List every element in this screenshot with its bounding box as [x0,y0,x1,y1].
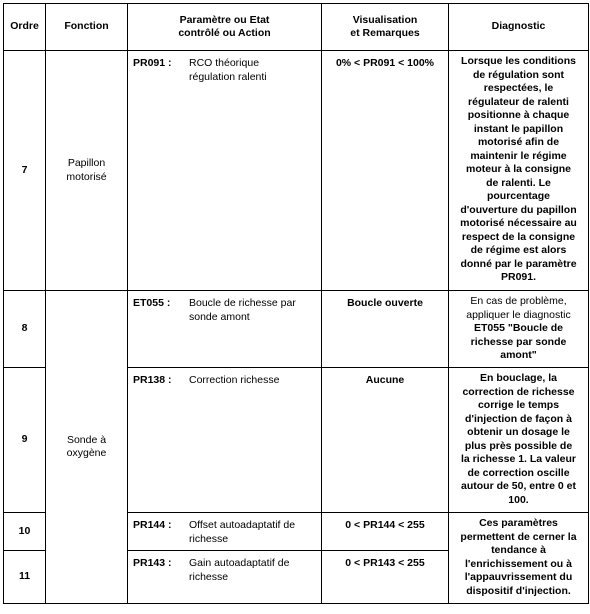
ordre-cell: 11 [4,551,46,604]
diagnostic-line: l'appauvrissement du [464,571,573,583]
header-parametre [128,4,322,51]
parametre-cell [128,51,322,291]
table-row [4,291,589,368]
visualisation-cell: Aucune [322,368,449,513]
parametre-libelle [189,297,313,324]
diagnostic-cell [449,368,589,513]
header-ordre: Ordre [4,4,46,51]
parametre-libelle [189,57,313,84]
diagnostic-line: respectées, le [483,82,554,94]
table-row [4,51,589,291]
libelle-line: Correction richesse [189,374,280,386]
diagnostic-line: Ces paramètres [479,517,558,529]
diagnostic-line: tendance à [491,544,546,556]
libelle-line: sonde amont [189,310,250,323]
header-visualisation-line1: Visualisation [352,13,418,26]
diagnostic-line: motorisé afin de [477,136,560,148]
diagnostic-line: obtenir un dosage le [467,426,570,438]
header-diagnostic: Diagnostic [449,4,589,51]
header-visualisation-line2: et Remarques [350,27,420,39]
diagnostic-line: d'ouverture du papillon [460,203,577,216]
parametre-libelle [189,374,313,388]
visualisation-cell: 0% < PR091 < 100% [322,51,449,291]
libelle-line: Offset autoadaptatif de [189,519,296,531]
ordre-cell: 8 [4,291,46,368]
diagnostic-line: instant le papillon [473,122,564,135]
diagnostic-line: En cas de problème, [470,295,567,307]
diagnostic-cell [449,51,589,291]
parametre-code: ET055 : [133,297,171,309]
ordre-cell: 9 [4,368,46,513]
diagnostic-line: Lorsque les conditions [461,55,576,67]
ordre-cell: 7 [4,51,46,291]
header-parametre-line2: contrôlé ou Action [178,27,271,39]
header-row [4,4,589,51]
diagnostic-line: permettent de cerner la [460,530,577,543]
libelle-line: Gain autoadaptatif de [189,557,290,569]
diagnostic-table [3,3,589,604]
diagnostic-line: appliquer le diagnostic [466,308,571,321]
parametre-cell [128,513,322,551]
parametre-code: PR144 : [133,519,172,531]
diagnostic-line: régulateur de ralenti [468,95,569,108]
diagnostic-line: amont" [500,349,537,361]
diagnostic-line: l'enrichissement ou à [465,557,572,570]
diagnostic-line: motorisé nécessaire au [460,217,577,229]
diagnostic-line: pourcentage [486,190,550,202]
visualisation-cell: Boucle ouverte [322,291,449,368]
libelle-line: richesse [189,570,229,583]
fonction-line: oxygène [66,447,107,459]
diagnostic-line: En bouclage, la [479,372,558,384]
parametre-code: PR138 : [133,374,172,386]
fonction-line: Papillon [67,157,106,169]
ordre-cell: 10 [4,513,46,551]
parametre-cell [128,551,322,604]
header-fonction: Fonction [46,4,128,51]
parametre-code: PR091 : [133,57,172,69]
diagnostic-line: positionne à chaque [467,109,570,121]
header-parametre-line1: Paramètre ou Etat [179,13,270,26]
visualisation-cell: 0 < PR144 < 255 [322,513,449,551]
diagnostic-line: respect de la consigne [461,230,576,243]
parametre-cell [128,368,322,513]
diagnostic-line: d'injection de façon à [465,412,572,425]
fonction-line: Sonde à [66,433,107,446]
diagnostic-line: dispositif d'injection. [466,584,571,597]
parametre-code: PR143 : [133,557,172,569]
header-visualisation [322,4,449,51]
diagnostic-line: de régulation sont [472,68,564,81]
diagnostic-line: moteur à la consigne [465,163,572,175]
diagnostic-line: de régime est alors [470,244,567,256]
libelle-line: richesse [189,532,229,545]
diagnostic-line: de correction oscille [467,466,570,479]
fonction-cell [46,291,128,604]
diagnostic-line: maintenir le régime [470,149,567,162]
fonction-cell [46,51,128,291]
parametre-cell [128,291,322,368]
diagnostic-line: autour de 50, entre 0 et [461,480,576,492]
diagnostic-cell [449,513,589,604]
visualisation-cell: 0 < PR143 < 255 [322,551,449,604]
diagnostic-line: correction de richesse [462,385,575,398]
libelle-line: Boucle de richesse par [189,297,296,309]
diagnostic-line: donné par le paramètre [460,257,577,270]
parametre-libelle [189,557,313,584]
diagnostic-cell [449,291,589,368]
parametre-libelle [189,519,313,546]
diagnostic-line: plus près possible de [464,439,573,452]
diagnostic-line: richesse par sonde [470,335,567,348]
libelle-line: régulation ralenti [189,70,267,83]
diagnostic-line: ET055 "Boucle de [473,322,563,334]
diagnostic-line: de ralenti. Le [486,176,551,189]
diagnostic-line: corrige le temps [477,399,560,411]
diagnostic-line: 100. [508,493,529,506]
diagnostic-line: PR091. [500,271,537,283]
fonction-line: motorisé [66,170,107,183]
libelle-line: RCO théorique [189,57,260,69]
diagnostic-line: la richesse 1. La valeur [461,453,576,465]
